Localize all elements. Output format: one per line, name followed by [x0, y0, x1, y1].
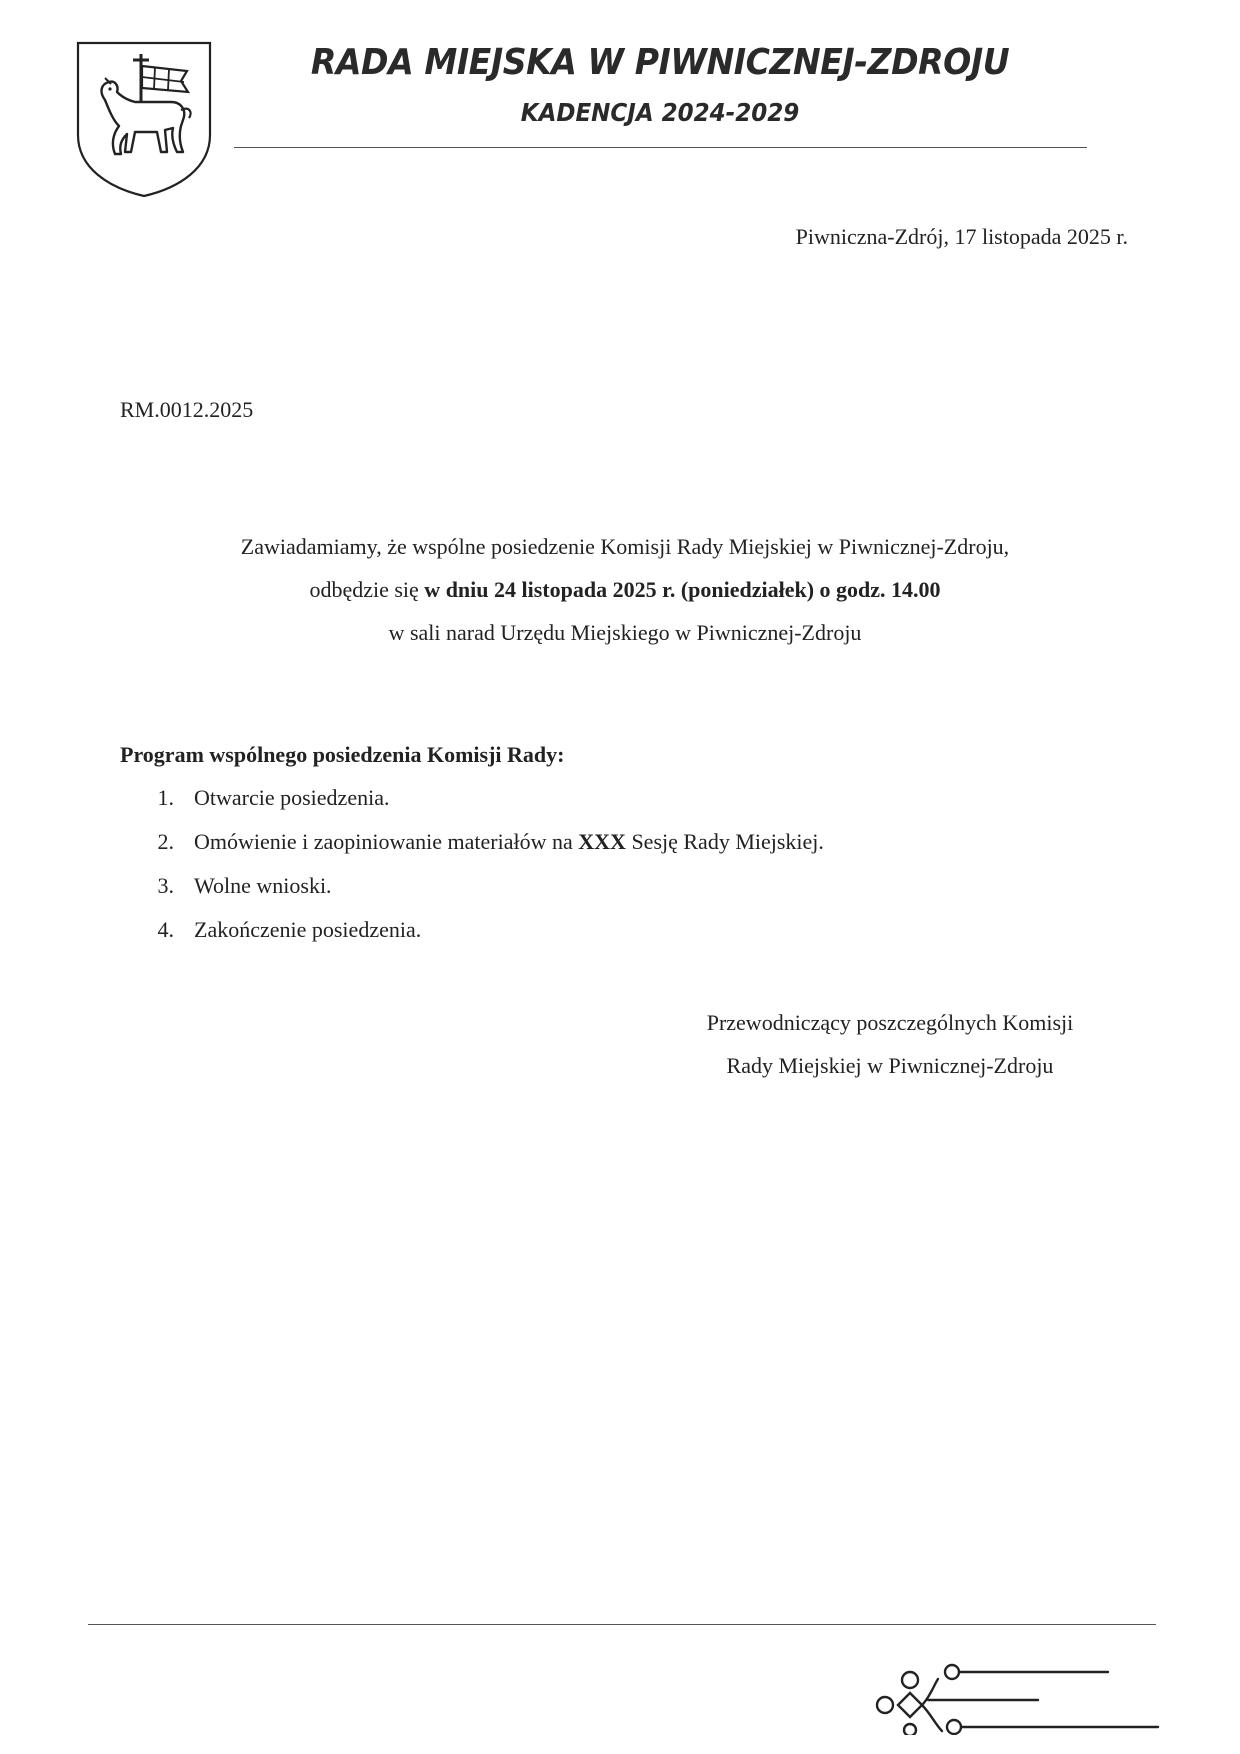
term-subtitle: KADENCJA 2024-2029: [520, 98, 800, 127]
list-item-number: 3.: [157, 873, 174, 898]
signature-line-1: Przewodniczący poszczególnych Komisji: [706, 1010, 1074, 1035]
notice-line-2-prefix: odbędzie się: [309, 577, 425, 602]
signature-block: [640, 1001, 1140, 1087]
list-item-text-before: Omówienie i zaopiniowanie materiałów na: [194, 829, 579, 854]
list-item: [120, 829, 824, 873]
council-name-title: RADA MIEJSKA W PIWNICZNEJ-ZDROJU: [310, 42, 1010, 83]
letter-date: Piwniczna-Zdrój, 17 listopada 2025 r.: [795, 224, 1128, 249]
list-item-text: [194, 829, 824, 873]
notice-line-3: w sali narad Urzędu Miejskiego w Piwnicznej-Zdroju: [388, 620, 862, 645]
notice-line-2: [110, 568, 1140, 611]
notice-line-1: Zawiadamiamy, że wspólne posiedzenie Komisji Rady Miejskiej w Piwnicznej-Zdroju,: [240, 534, 1010, 559]
program-heading: Program wspólnego posiedzenia Komisji Rady:: [120, 742, 565, 767]
footer-divider: [88, 1624, 1156, 1625]
reference-number: RM.0012.2025: [120, 397, 254, 422]
header-divider: [234, 147, 1087, 148]
list-item: [120, 785, 824, 829]
list-item-text: Wolne wnioski.: [194, 873, 332, 898]
list-item-number: 2.: [157, 829, 174, 854]
decorative-knot-lines-icon: [858, 1645, 1160, 1735]
notice-line-2-bold-w: w: [424, 577, 446, 602]
list-item-number: 1.: [157, 785, 174, 810]
coat-of-arms-icon: [75, 40, 213, 198]
meeting-date-time: dniu 24 listopada 2025 r. (poniedziałek) o godz. 14.00: [445, 577, 941, 602]
list-item: [120, 917, 824, 961]
list-item-text: Otwarcie posiedzenia.: [194, 785, 390, 810]
list-item-text-after: Sesję Rady Miejskiej.: [625, 829, 824, 854]
session-number: XXX: [578, 829, 626, 854]
list-item: [120, 873, 824, 917]
meeting-notice: [110, 525, 1140, 654]
list-item-number: 4.: [157, 917, 174, 942]
program-list: [120, 785, 824, 961]
signature-line-2: Rady Miejskiej w Piwnicznej-Zdroju: [726, 1053, 1054, 1078]
list-item-text: Zakończenie posiedzenia.: [194, 917, 422, 942]
